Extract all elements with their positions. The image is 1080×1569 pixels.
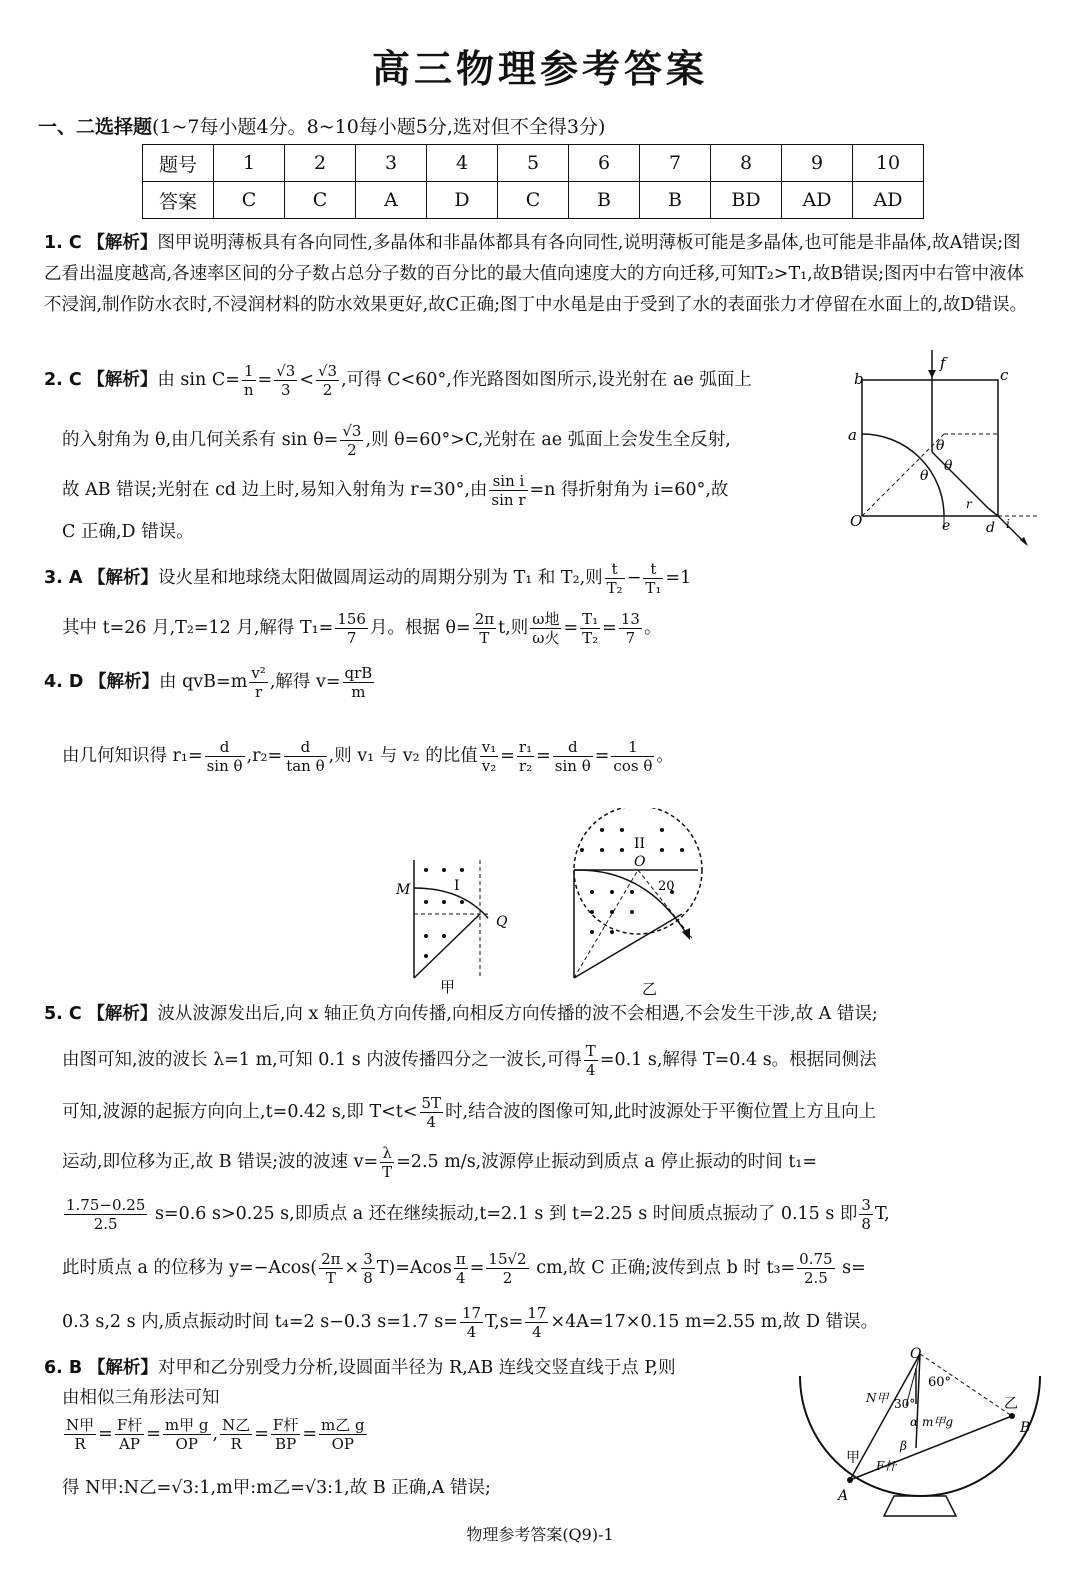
table-header-cell: 答案: [143, 182, 214, 219]
svg-text:O: O: [634, 854, 646, 870]
answer-table: [142, 144, 924, 219]
svg-text:O: O: [910, 1346, 922, 1362]
q5-line3: 可知,波源的起振方向向上,t=0.42 s,即 T<t< $\frac{5T}{4}$ 时,结合波的图像可知,此时波源处于平衡位置上方且向上: [62, 1094, 877, 1131]
svg-text:I: I: [454, 878, 460, 894]
svg-text:θ: θ: [944, 458, 953, 474]
svg-text:N甲: N甲: [866, 1391, 889, 1405]
q4-figure-a: [392, 852, 522, 994]
svg-text:B: B: [1020, 1420, 1031, 1436]
q6-line3: $\frac{\text{N甲}}{R}$ = $\frac{\text{F杆}}{AP}$ = $\frac{\text{m甲 g}}{OP}$ , $\frac{\text{N乙}}{R}$ = $\frac{\text{F杆}}{BP}$ = $\frac{\text{m乙 g}}{OP}$: [66, 1416, 365, 1453]
svg-text:α: α: [910, 1415, 919, 1429]
svg-text:β: β: [900, 1439, 907, 1453]
svg-text:i: i: [1006, 517, 1010, 531]
page-title: 高三物理参考答案: [371, 47, 708, 91]
svg-text:30°: 30°: [894, 1397, 916, 1411]
q3-line1: 3. A 【解析】设火星和地球绕太阳做圆周运动的周期分别为 T₁ 和 T₂,则 $\frac{t}{\text{T₂}}$ − $\frac{t}{\text{T₁}}$ =1: [44, 560, 692, 597]
svg-text:60°: 60°: [928, 1375, 952, 1390]
svg-text:II: II: [634, 836, 646, 852]
q2-line4: C 正确,D 错误。: [62, 522, 194, 542]
q6-line2: 由相似三角形法可知: [62, 1388, 220, 1408]
svg-text:O: O: [850, 512, 863, 530]
svg-text:m甲g: m甲g: [922, 1415, 954, 1429]
svg-text:θ: θ: [920, 468, 929, 484]
q2-line1: 2. C 【解析】由 sin C= $\frac{1}{n}$ = $\frac{√3}{3}$ < $\frac{√3}{2}$ ,可得 C<60°,作光路图如图所示,设光射在 ae 弧面上: [44, 362, 752, 399]
svg-text:20: 20: [658, 879, 675, 894]
q6-line1: 6. B 【解析】对甲和乙分别受力分析,设圆面半径为 R,AB 连线交竖直线于点 P,则: [44, 1358, 676, 1378]
table-header-cell: 题号: [143, 145, 214, 182]
q5-line4: 运动,即位移为正,故 B 错误;波的波速 v= $\frac{\lambda}{T}$ =2.5 m/s,波源停止振动到质点 a 停止振动的时间 t₁=: [62, 1144, 818, 1181]
svg-text:f: f: [940, 354, 946, 372]
svg-text:c: c: [1000, 366, 1009, 384]
q2-optics-diagram: [848, 348, 1048, 548]
section-heading: 一、二选择题(1~7每小题4分。8~10每小题5分,选对但不全得3分): [38, 116, 606, 138]
q3-line2: 其中 t=26 月,T₂=12 月,解得 T₁= $\frac{156}{7}$ 月。根据 θ= $\frac{2\pi}{T}$ t,则 $\frac{\text{ω地}}{\text{ω火}}$ = $\frac{\text{T₁}}{\text{T₂}}$ = $\frac{13}{7}$ 。: [62, 610, 662, 647]
svg-text:A: A: [838, 1488, 849, 1504]
page-footer: 物理参考答案(Q9)-1: [466, 1525, 614, 1544]
svg-text:r: r: [966, 497, 972, 511]
q5-line5: $\frac{1.75-0.25}{2.5}$ s=0.6 s>0.25 s,即质点 a 还在继续振动,t=2.1 s 到 t=2.25 s 时间质点振动了 0.15 s 即 $\frac{3}{8}$ T,: [66, 1196, 890, 1233]
svg-text:b: b: [854, 370, 864, 388]
svg-text:M: M: [396, 882, 411, 898]
svg-text:d: d: [986, 520, 995, 536]
svg-text:乙: 乙: [642, 980, 658, 996]
svg-text:F杆: F杆: [876, 1459, 897, 1473]
q2-line3: 故 AB 错误;光射在 cd 边上时,易知入射角为 r=30°,由 $\frac{\text{sin i}}{\text{sin r}}$ =n 得折射角为 i=60°,故: [62, 472, 729, 509]
q5-line1: 5. C 【解析】波从波源发出后,向 x 轴正负方向传播,向相反方向传播的波不会相遇,不会发生干涉,故 A 错误;: [44, 1004, 878, 1024]
q6-bowl-diagram: [790, 1346, 1050, 1520]
svg-text:a: a: [848, 426, 857, 444]
svg-text:θ: θ: [936, 438, 945, 454]
table-row: 题号 1 2 3 4 5 6 7 8 9 10: [143, 145, 924, 182]
q4-line2: 由几何知识得 r₁= $\frac{d}{\text{sin θ}}$ ,r₂= $\frac{d}{\text{tan θ}}$ ,则 v₁ 与 v₂ 的比值 $\frac{\text{v₁}}{\text{v₂}}$ = $\frac{\text{r₁}}{\text{r₂}}$ = $\frac{d}{\text{sin θ}}$ = $\frac{1}{\text{cos θ}}$ 。: [62, 738, 674, 775]
q4-line1: 4. D 【解析】由 qvB=m $\frac{\text{v²}}{r}$ ,解得 v= $\frac{\text{qrB}}{m}$: [44, 664, 373, 701]
q4-figure-b: [566, 808, 716, 996]
svg-text:甲: 甲: [440, 978, 456, 994]
svg-text:Q: Q: [496, 914, 508, 930]
table-row: 答案 C C A D C B B BD AD AD: [143, 182, 924, 219]
q5-line6: 此时质点 a 的位移为 y=−Acos( $\frac{2\pi}{T}$ × $\frac{3}{8}$ T)=Acos $\frac{\pi}{4}$ = $\frac{15√2}{2}$ cm,故 C 正确;波传到点 b 时 t₃= $\frac{0.75}{2.5}$ s=: [62, 1250, 866, 1287]
svg-text:e: e: [942, 518, 951, 534]
q5-line2: 由图可知,波的波长 λ=1 m,可知 0.1 s 内波传播四分之一波长,可得 $\frac{T}{4}$ =0.1 s,解得 T=0.4 s。根据同侧法: [62, 1042, 877, 1079]
q1-solution: 1. C 【解析】图甲说明薄板具有各向同性,多晶体和非晶体都具有各向同性,说明薄板可能是多晶体,也可能是非晶体,故A错误;图乙看出温度越高,各速率区间的分子数占总分子数的百分比的最大值向速度大的方向迁移,可知T₂>T₁,故B错误;图丙中右管中液体不浸润,制作防水衣时,不浸润材料的防水效果更好,故C正确;图丁中水黾是由于受到了水的表面张力才停留在水面上的,故D错误。: [44, 233, 1028, 315]
q5-line7: 0.3 s,2 s 内,质点振动时间 t₄=2 s−0.3 s=1.7 s= $\frac{17}{4}$ T,s= $\frac{17}{4}$ ×4A=17×0.15 m=2.55 m,故 D 错误。: [62, 1304, 879, 1341]
svg-text:甲: 甲: [846, 1450, 860, 1466]
q2-line2: 的入射角为 θ,由几何关系有 sin θ= $\frac{√3}{2}$ ,则 θ=60°>C,光射在 ae 弧面上会发生全反射,: [62, 422, 731, 459]
svg-text:乙: 乙: [1004, 1396, 1018, 1412]
q6-line4: 得 N甲:N乙=√3:1,m甲:m乙=√3:1,故 B 正确,A 错误;: [62, 1478, 491, 1498]
